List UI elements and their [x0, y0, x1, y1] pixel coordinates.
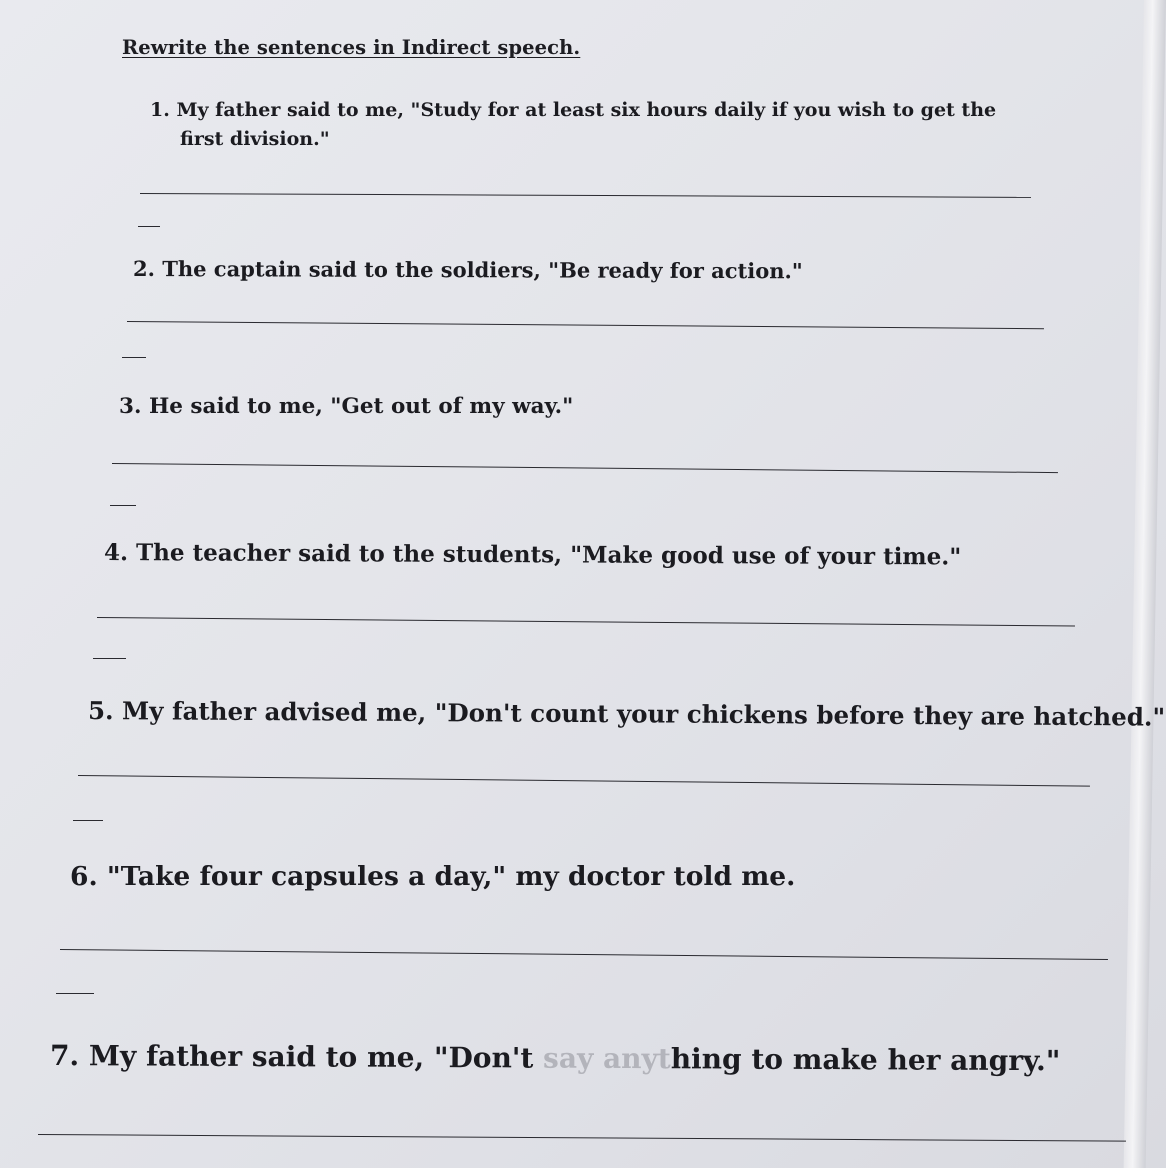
- question-3-text: He said to me, "Get out of my way.": [148, 394, 574, 419]
- question-2-text: The captain said to the soldiers, "Be ready for action.": [162, 256, 803, 284]
- question-6-number: 6.: [70, 861, 98, 892]
- question-6: [70, 859, 795, 894]
- question-2-number: 2.: [132, 256, 155, 282]
- answer-line-4-continuation: [93, 658, 126, 659]
- answer-line-6: [60, 949, 1108, 960]
- answer-line-6-continuation: [56, 993, 94, 994]
- question-4-number: 4.: [103, 539, 129, 567]
- question-1-text-line2: first division.": [180, 128, 330, 150]
- answer-line-5-continuation: [73, 820, 103, 821]
- question-2: [133, 254, 803, 286]
- answer-line-2: [127, 321, 1044, 329]
- question-3: [119, 391, 573, 422]
- question-4: [104, 537, 961, 573]
- question-3-number: 3.: [119, 394, 142, 419]
- question-5-number: 5.: [87, 696, 114, 726]
- answer-line-2-continuation: [122, 357, 146, 358]
- worksheet-title: Rewrite the sentences in Indirect speech.: [122, 36, 581, 59]
- question-1: [150, 96, 996, 154]
- answer-line-3-continuation: [110, 505, 136, 506]
- question-6-text: "Take four capsules a day," my doctor told me.: [106, 861, 796, 892]
- answer-line-7: [38, 1134, 1126, 1142]
- answer-line-5: [78, 775, 1090, 787]
- question-7-number: 7.: [49, 1039, 80, 1073]
- question-7-text-start: My father said to me, "Don't: [88, 1039, 544, 1075]
- question-5: [88, 694, 1165, 734]
- question-5-text: My father advised me, "Don't count your chickens before they are hatched.": [122, 696, 1166, 732]
- question-7: [50, 1037, 1061, 1079]
- answer-line-3: [112, 463, 1058, 473]
- question-7-text-end: hing to make her angry.": [670, 1042, 1061, 1078]
- answer-line-1: [140, 193, 1031, 198]
- question-4-text: The teacher said to the students, "Make good use of your time.": [135, 539, 962, 571]
- question-1-number: 1.: [150, 99, 170, 121]
- paper-edge: [1124, 0, 1166, 1168]
- question-7-text-faded: say anyt: [543, 1041, 671, 1076]
- answer-line-1-continuation: [138, 226, 160, 227]
- answer-line-4: [97, 617, 1075, 627]
- question-1-text-line1: My father said to me, "Study for at least six hours daily if you wish to get the: [176, 99, 997, 121]
